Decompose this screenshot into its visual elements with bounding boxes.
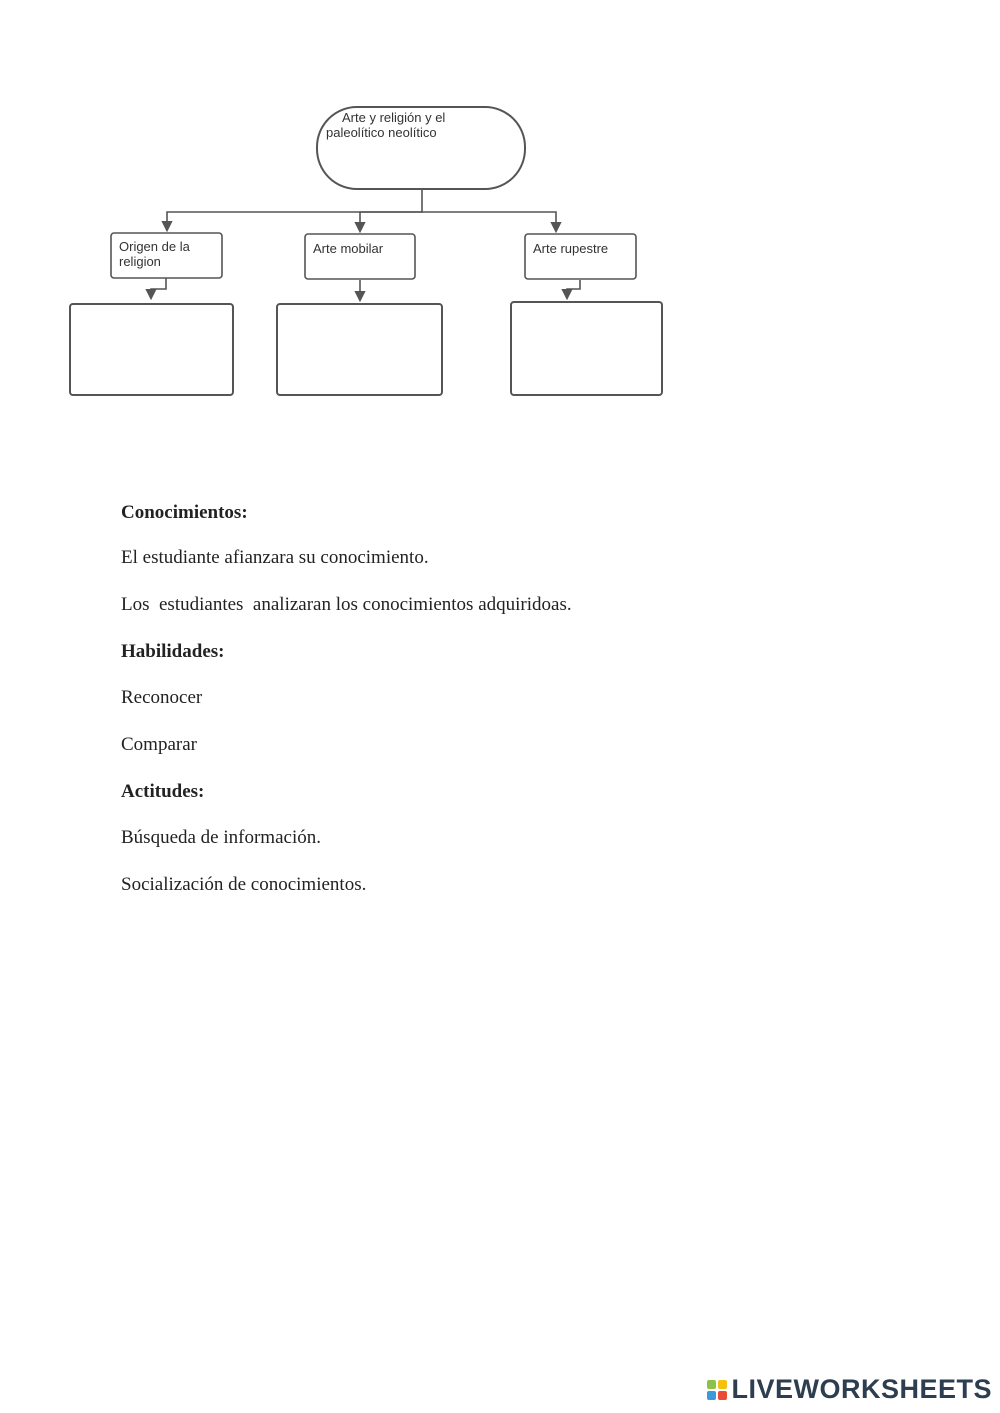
- answer-box-origen[interactable]: [69, 303, 234, 396]
- heading-habilidades: Habilidades:: [121, 641, 225, 662]
- list-item: Reconocer: [121, 687, 203, 708]
- branch-label-rupestre: Arte rupestre: [533, 241, 609, 256]
- answer-box-mobilar[interactable]: [276, 303, 443, 396]
- heading-actitudes: Actitudes:: [121, 781, 205, 802]
- heading-conocimientos: Conocimientos:: [121, 502, 248, 523]
- brand-text: LIVEWORKSHEETS: [731, 1374, 992, 1404]
- branch-label-origen: Origen de la religion: [119, 239, 190, 269]
- list-item: Socialización de conocimientos.: [121, 874, 367, 895]
- list-item: Búsqueda de información.: [121, 827, 321, 848]
- list-item: El estudiante afianzara su conocimiento.: [121, 547, 429, 568]
- branch-label-mobilar: Arte mobilar: [313, 241, 384, 256]
- root-node-label: Arte y religión y el paleolítico neolítico: [326, 110, 446, 140]
- list-item: Los estudiantes analizaran los conocimientos adquiridoas.: [121, 594, 572, 615]
- list-item: Comparar: [121, 734, 197, 755]
- liveworksheets-brand[interactable]: [707, 1374, 992, 1405]
- answer-box-rupestre[interactable]: [510, 301, 663, 396]
- liveworksheets-logo-icon: [707, 1380, 727, 1400]
